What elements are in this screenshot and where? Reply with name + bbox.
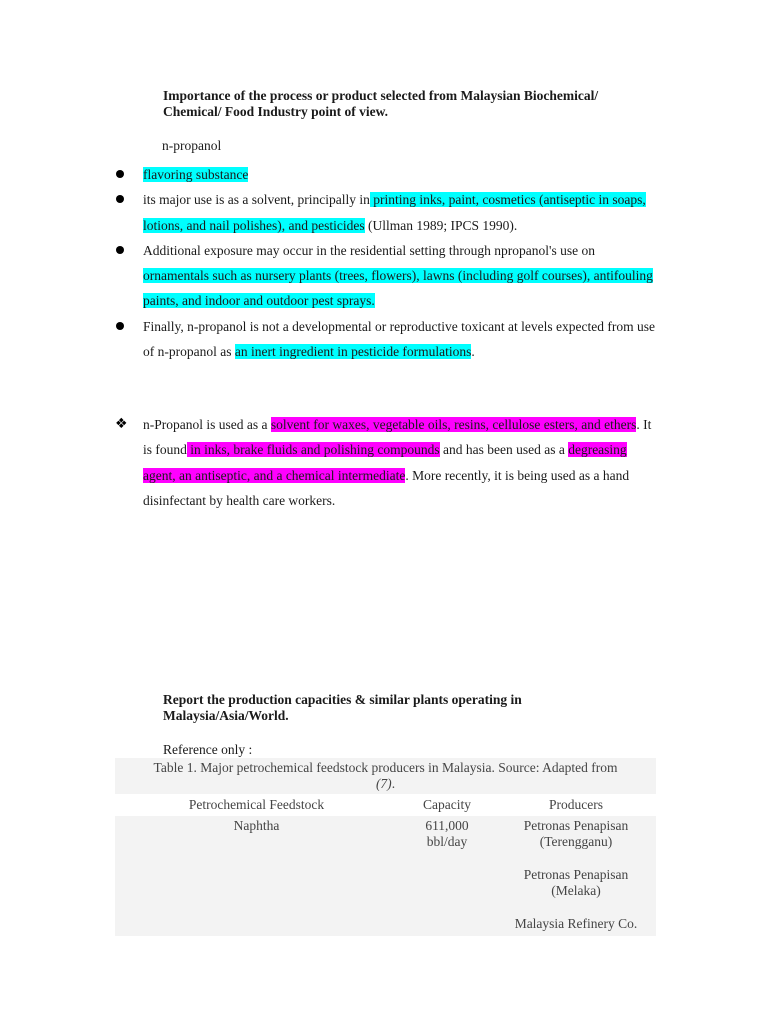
bullet-item: [115, 187, 660, 238]
caption-text: Table 1. Major petrochemical feedstock producers in Malaysia. Source: Adapted from: [153, 760, 618, 775]
body-text: n-Propanol is used as a: [143, 417, 271, 432]
highlighted-text: printing inks, paint, cosmetics (antiseptic in soaps, lotions, and nail polishes), and pesticides: [143, 192, 646, 233]
caption-end: .: [391, 776, 396, 791]
producer-item: Malaysia Refinery Co.: [514, 916, 638, 931]
caption-ref: (7): [375, 776, 392, 791]
diamond-bullet-icon: ❖: [115, 416, 128, 432]
highlighted-text: flavoring substance: [143, 167, 249, 182]
body-text: .: [471, 344, 475, 360]
highlighted-text: in inks, brake fluids and polishing compounds: [186, 442, 440, 458]
bullet-icon: [116, 195, 124, 203]
bullet-list: [115, 162, 660, 364]
table-caption: [115, 758, 656, 794]
producer-item: Petronas Penapisan (Terengganu): [523, 818, 629, 849]
producer-item: Petronas Penapisan (Melaka): [523, 867, 629, 898]
header-feedstock: Petrochemical Feedstock: [188, 797, 325, 812]
highlighted-text: solvent for waxes, vegetable oils, resins, cellulose esters, and ethers: [270, 417, 637, 432]
cell-producers: [496, 818, 656, 932]
feedstock-table: [115, 758, 656, 936]
body-text: . It is found: [143, 417, 652, 458]
bullet-item: [115, 162, 660, 187]
diamond-list: [115, 412, 660, 513]
diamond-item: [115, 412, 660, 513]
bullet-item: [115, 314, 660, 365]
body-text: and has been used as a: [439, 442, 569, 458]
cell-feedstock: Naphtha: [233, 818, 280, 833]
highlighted-text: degreasing agent, an antiseptic, and a chemical intermediate: [143, 442, 627, 483]
highlighted-text: an inert ingredient in pesticide formulations: [234, 344, 472, 360]
bullet-icon: [116, 322, 124, 330]
table-row: [115, 816, 656, 936]
bullet-icon: [116, 170, 124, 178]
body-text: Finally, n-propanol is not a developmental or reproductive toxicant at levels expected from use of n-propanol as: [143, 318, 655, 360]
bullet-item: [115, 238, 660, 314]
body-text: its major use is as a solvent, principally in: [143, 192, 370, 208]
header-capacity: Capacity: [423, 797, 471, 812]
subject-label: n-propanol: [162, 138, 222, 153]
cell-capacity: 611,000 bbl/day: [425, 818, 469, 849]
reference-note: Reference only :: [163, 742, 253, 757]
section-heading-capacities: Report the production capacities & similar plants operating in Malaysia/Asia/World.: [163, 692, 522, 723]
section-heading-importance: Importance of the process or product selected from Malaysian Biochemical/ Chemical/ Food Industry point of view.: [163, 88, 599, 119]
bullet-icon: [116, 246, 124, 254]
body-text: . More recently, it is being used as a hand disinfectant by health care workers.: [143, 467, 630, 508]
highlighted-text: ornamentals such as nursery plants (trees, flowers), lawns (including golf courses), antifouling paints, and indoor and outdoor pest sprays.: [143, 268, 653, 309]
body-text: Additional exposure may occur in the residential setting through npropanol's use on: [143, 242, 595, 258]
body-text: (Ullman 1989; IPCS 1990).: [364, 217, 518, 233]
table-header: [115, 794, 656, 816]
header-producers: Producers: [549, 797, 603, 812]
